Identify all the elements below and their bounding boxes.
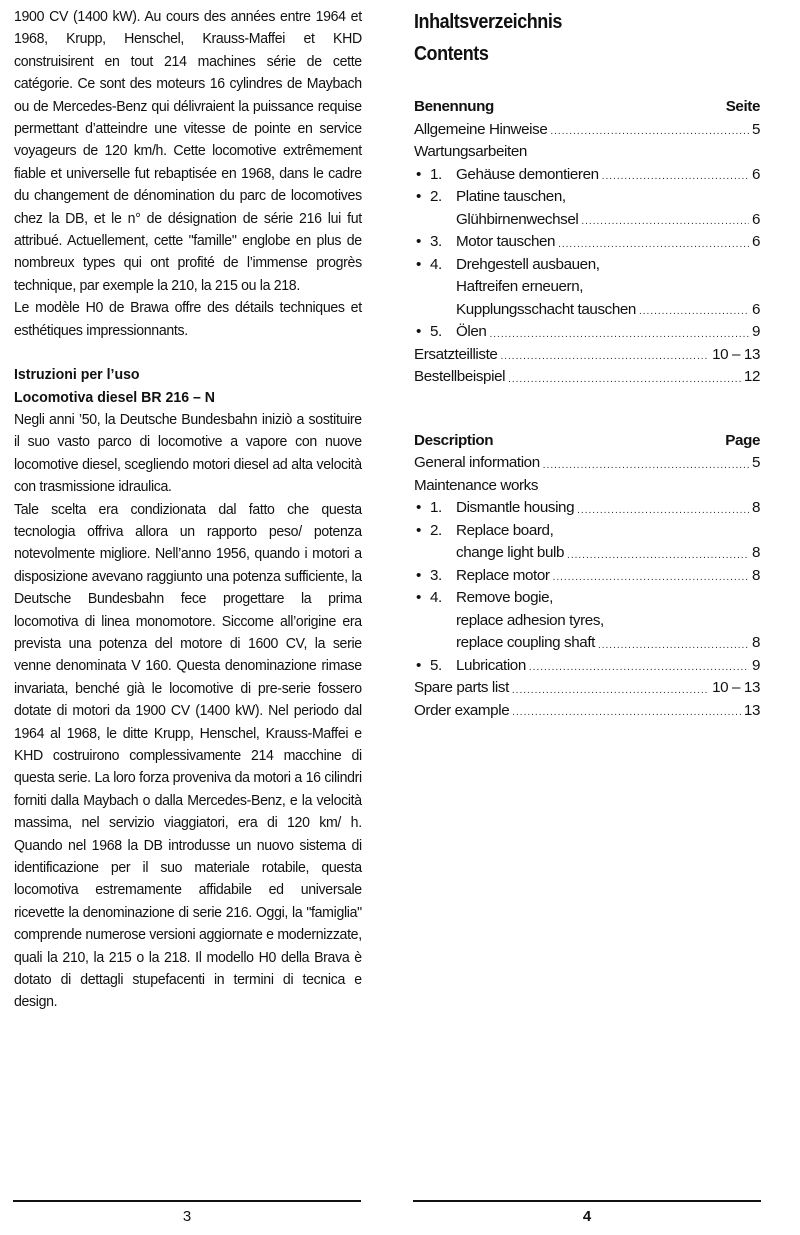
toc-entry-page: 5	[751, 454, 760, 471]
dot-leader	[512, 682, 709, 700]
toc-entry-page: 8	[751, 544, 760, 561]
toc-header-row	[414, 96, 760, 119]
toc-heading-german: Inhaltsverzeichnis	[414, 11, 562, 33]
toc-entry	[414, 452, 760, 475]
toc-column-page: Page	[725, 431, 760, 449]
toc-entry-page: 10 – 13	[712, 345, 760, 363]
dot-leader	[598, 637, 749, 655]
toc-entry-number: 1.	[430, 499, 442, 516]
italian-section-title: Istruzioni per l’uso	[14, 366, 140, 384]
toc-entry-page: 13	[743, 701, 760, 719]
dot-leader	[489, 326, 748, 344]
dot-leader	[553, 569, 749, 587]
toc-column-page: Seite	[725, 98, 760, 115]
toc-entry-label: General information	[414, 454, 540, 471]
toc-entry	[414, 497, 760, 520]
toc-entry-label: Bestellbeispiel	[414, 368, 506, 385]
dot-leader	[543, 457, 749, 475]
toc-entry-label: Kupplungsschacht tauschen	[456, 300, 636, 318]
toc-entry-number: 1.	[430, 165, 442, 183]
toc-entry	[414, 366, 760, 389]
toc-entry	[414, 299, 760, 322]
toc-entry	[414, 632, 760, 655]
toc-entry-label: Drehgestell ausbauen,	[456, 255, 600, 273]
toc-column-label: Description	[414, 431, 494, 449]
right-page-column	[414, 6, 762, 722]
page-number-left: 3	[182, 1208, 192, 1225]
toc-entry-label: Platine tauschen,	[456, 188, 566, 205]
toc-entry	[414, 141, 760, 164]
toc-entry	[414, 209, 760, 232]
toc-entry-page: 6	[751, 210, 760, 228]
toc-entry-number: 2.	[430, 188, 442, 205]
toc-entry	[414, 655, 760, 678]
toc-entry-label: Remove bogie,	[456, 589, 553, 606]
italian-paragraph: Tale scelta era condizionata dal fatto che questa tecnologia offriva allora un rapporto peso/ potenza notevolmente migliore. Nell’anno 1956, quando i motori a disposizione avevano raggiunto una potenza sufficiente, la Deutsche Bundesbahn fece progettare la prima locomotiva di linea monomotore. Siccome all’origine era prevista una potenza del motore di 1600 CV, la serie venne denominata V 160. Questa denominazione rimase invariata, benché già le locomotive di pre-serie fossero dotate di motori da 1900 CV (1400 kW). Nel periodo dal 1964 al 1968, le ditte Krupp, Henschel, Krauss-Maffei e KHD costruirono complessivamente 214 macchine di questa serie. La loro forza proveniva da motori a 16 cilindri forniti dalla Maybach o dalla Mercedes-Benz, e la velocità massima, nel servizio viaggiatori, era di 120 km/ h. Quando nel 1968 la DB introdusse un nuovo sistema di identificazione per il suo materiale rotabile, questa locomotiva estremamente affidabile ed universale ricevette la denominazione di serie 216. Oggi, la "famiglia" comprende numerose versioni aggiornate e modernizzate, quali la 210, la 215 o la 218. Il modello H0 della Brava è dotato di dettagli stupefacenti in termini di tecnica e design.	[14, 500, 362, 1011]
toc-entry-label: Ölen	[456, 323, 487, 340]
toc-english	[414, 430, 762, 723]
toc-heading-english: Contents	[414, 43, 489, 65]
dot-leader	[500, 348, 709, 366]
bullet-icon: •	[416, 188, 421, 205]
bullet-icon: •	[416, 165, 421, 183]
toc-header-row	[414, 430, 760, 453]
left-page-column	[14, 6, 362, 1014]
toc-entry-label: Maintenance works	[414, 476, 539, 494]
italian-paragraph: Negli anni ’50, la Deutsche Bundesbahn iniziò a sostituire il suo vasto parco di locomotive a vapore con nuove locomotive diesel, scegliendo motori diesel ad alta velocità con trasmissione idraulica.	[14, 410, 362, 496]
toc-entry-label: Glühbirnenwechsel	[456, 210, 579, 228]
dot-leader	[558, 236, 749, 254]
bullet-icon: •	[416, 589, 421, 606]
bullet-icon: •	[416, 233, 421, 250]
bullet-icon: •	[416, 323, 421, 340]
toc-entry-page: 8	[751, 499, 760, 516]
toc-entry	[414, 276, 760, 299]
dot-leader	[508, 371, 741, 389]
toc-entry	[414, 231, 760, 254]
footer-rule-right	[413, 1200, 761, 1202]
toc-entry	[414, 542, 760, 565]
toc-entry-number: 5.	[430, 656, 442, 674]
toc-entry-page: 8	[751, 566, 760, 584]
toc-entry-label: change light bulb	[456, 544, 565, 561]
toc-column-label: Benennung	[414, 98, 494, 115]
toc-entry-number: 4.	[430, 255, 442, 273]
toc-entry-page: 10 – 13	[712, 679, 760, 696]
toc-entry-page: 12	[743, 368, 760, 385]
toc-entry-number: 5.	[430, 323, 442, 340]
toc-entry-page: 6	[751, 300, 760, 318]
toc-entry-page: 5	[751, 120, 760, 138]
dot-leader	[529, 659, 749, 677]
toc-entry	[414, 520, 760, 543]
toc-entry	[414, 677, 760, 700]
toc-entry-page: 6	[751, 233, 760, 250]
toc-entry-number: 3.	[430, 233, 442, 250]
toc-entry	[414, 610, 760, 633]
toc-entry-label: Allgemeine Hinweise	[414, 120, 548, 138]
toc-entry-label: Lubrication	[456, 656, 526, 674]
toc-entry-label: Replace board,	[456, 521, 554, 539]
toc-german	[414, 96, 762, 389]
toc-entry	[414, 164, 760, 187]
toc-entry	[414, 587, 760, 610]
dot-leader	[512, 704, 741, 722]
toc-entry	[414, 321, 760, 344]
page-number-right: 4	[582, 1208, 592, 1225]
toc-entry	[414, 344, 760, 367]
bullet-icon: •	[416, 255, 421, 273]
toc-entry	[414, 186, 760, 209]
toc-entry-label: Haftreifen erneuern,	[456, 278, 584, 295]
toc-entry	[414, 700, 760, 723]
toc-entry-label: replace coupling shaft	[456, 634, 595, 651]
toc-entry-label: Replace motor	[456, 566, 550, 584]
dot-leader	[639, 303, 749, 321]
italian-section-subtitle: Locomotiva diesel BR 216 – N	[14, 388, 215, 406]
toc-entry-number: 3.	[430, 566, 442, 584]
toc-entry-label: Order example	[414, 701, 510, 719]
toc-entry-label: Gehäuse demontieren	[456, 165, 599, 183]
toc-entry-label: Ersatzteilliste	[414, 345, 498, 363]
toc-entry-label: replace adhesion tyres,	[456, 611, 604, 629]
toc-entry	[414, 475, 760, 498]
toc-entry-page: 6	[751, 165, 760, 183]
toc-entry-label: Wartungsarbeiten	[414, 143, 527, 160]
toc-entry	[414, 565, 760, 588]
dot-leader	[550, 123, 749, 141]
toc-entry-page: 9	[751, 656, 760, 674]
toc-entry-number: 2.	[430, 521, 442, 539]
bullet-icon: •	[416, 521, 421, 539]
toc-entry-page: 8	[751, 634, 760, 651]
toc-entry-label: Spare parts list	[414, 679, 509, 696]
bullet-icon: •	[416, 566, 421, 584]
dot-leader	[577, 502, 749, 520]
toc-entry	[414, 119, 760, 142]
dot-leader	[581, 213, 749, 231]
dot-leader	[567, 547, 749, 565]
dot-leader	[602, 168, 749, 186]
toc-entry-page: 9	[751, 323, 760, 340]
toc-entry-label: Motor tauschen	[456, 233, 556, 250]
french-paragraph: Le modèle H0 de Brawa offre des détails techniques et esthétiques impressionnants.	[14, 299, 362, 339]
footer-rule-left	[13, 1200, 361, 1202]
toc-entry	[414, 254, 760, 277]
bullet-icon: •	[416, 499, 421, 516]
toc-entry-number: 4.	[430, 589, 442, 606]
french-paragraph: 1900 CV (1400 kW). Au cours des années entre 1964 et 1968, Krupp, Henschel, Krauss-Maffei et KHD construisirent en tout 214 machines série de cette catégorie. Ce sont des moteurs 16 cylindres de Maybach ou de Mercedes-Benz qui délivraient la puissance requise permettant d’atteindre une vitesse de pointe en service voyageurs de 120 km/h. Cette locomotive extrêmement fiable et universelle fut rebaptisée en 1968, dans le cadre du changement de dénomination du parc de locomotives chez la DB, et le n° de désignation de série 216 lui fut attribué. Actuellement, cette "famille" englobe en plus de nombreux types qui ont profité de l’immense progrès technique, par exemple la 210, la 215 ou la 218.	[14, 8, 362, 294]
bullet-icon: •	[416, 656, 421, 674]
spacer	[14, 342, 362, 364]
toc-entry-label: Dismantle housing	[456, 499, 575, 516]
